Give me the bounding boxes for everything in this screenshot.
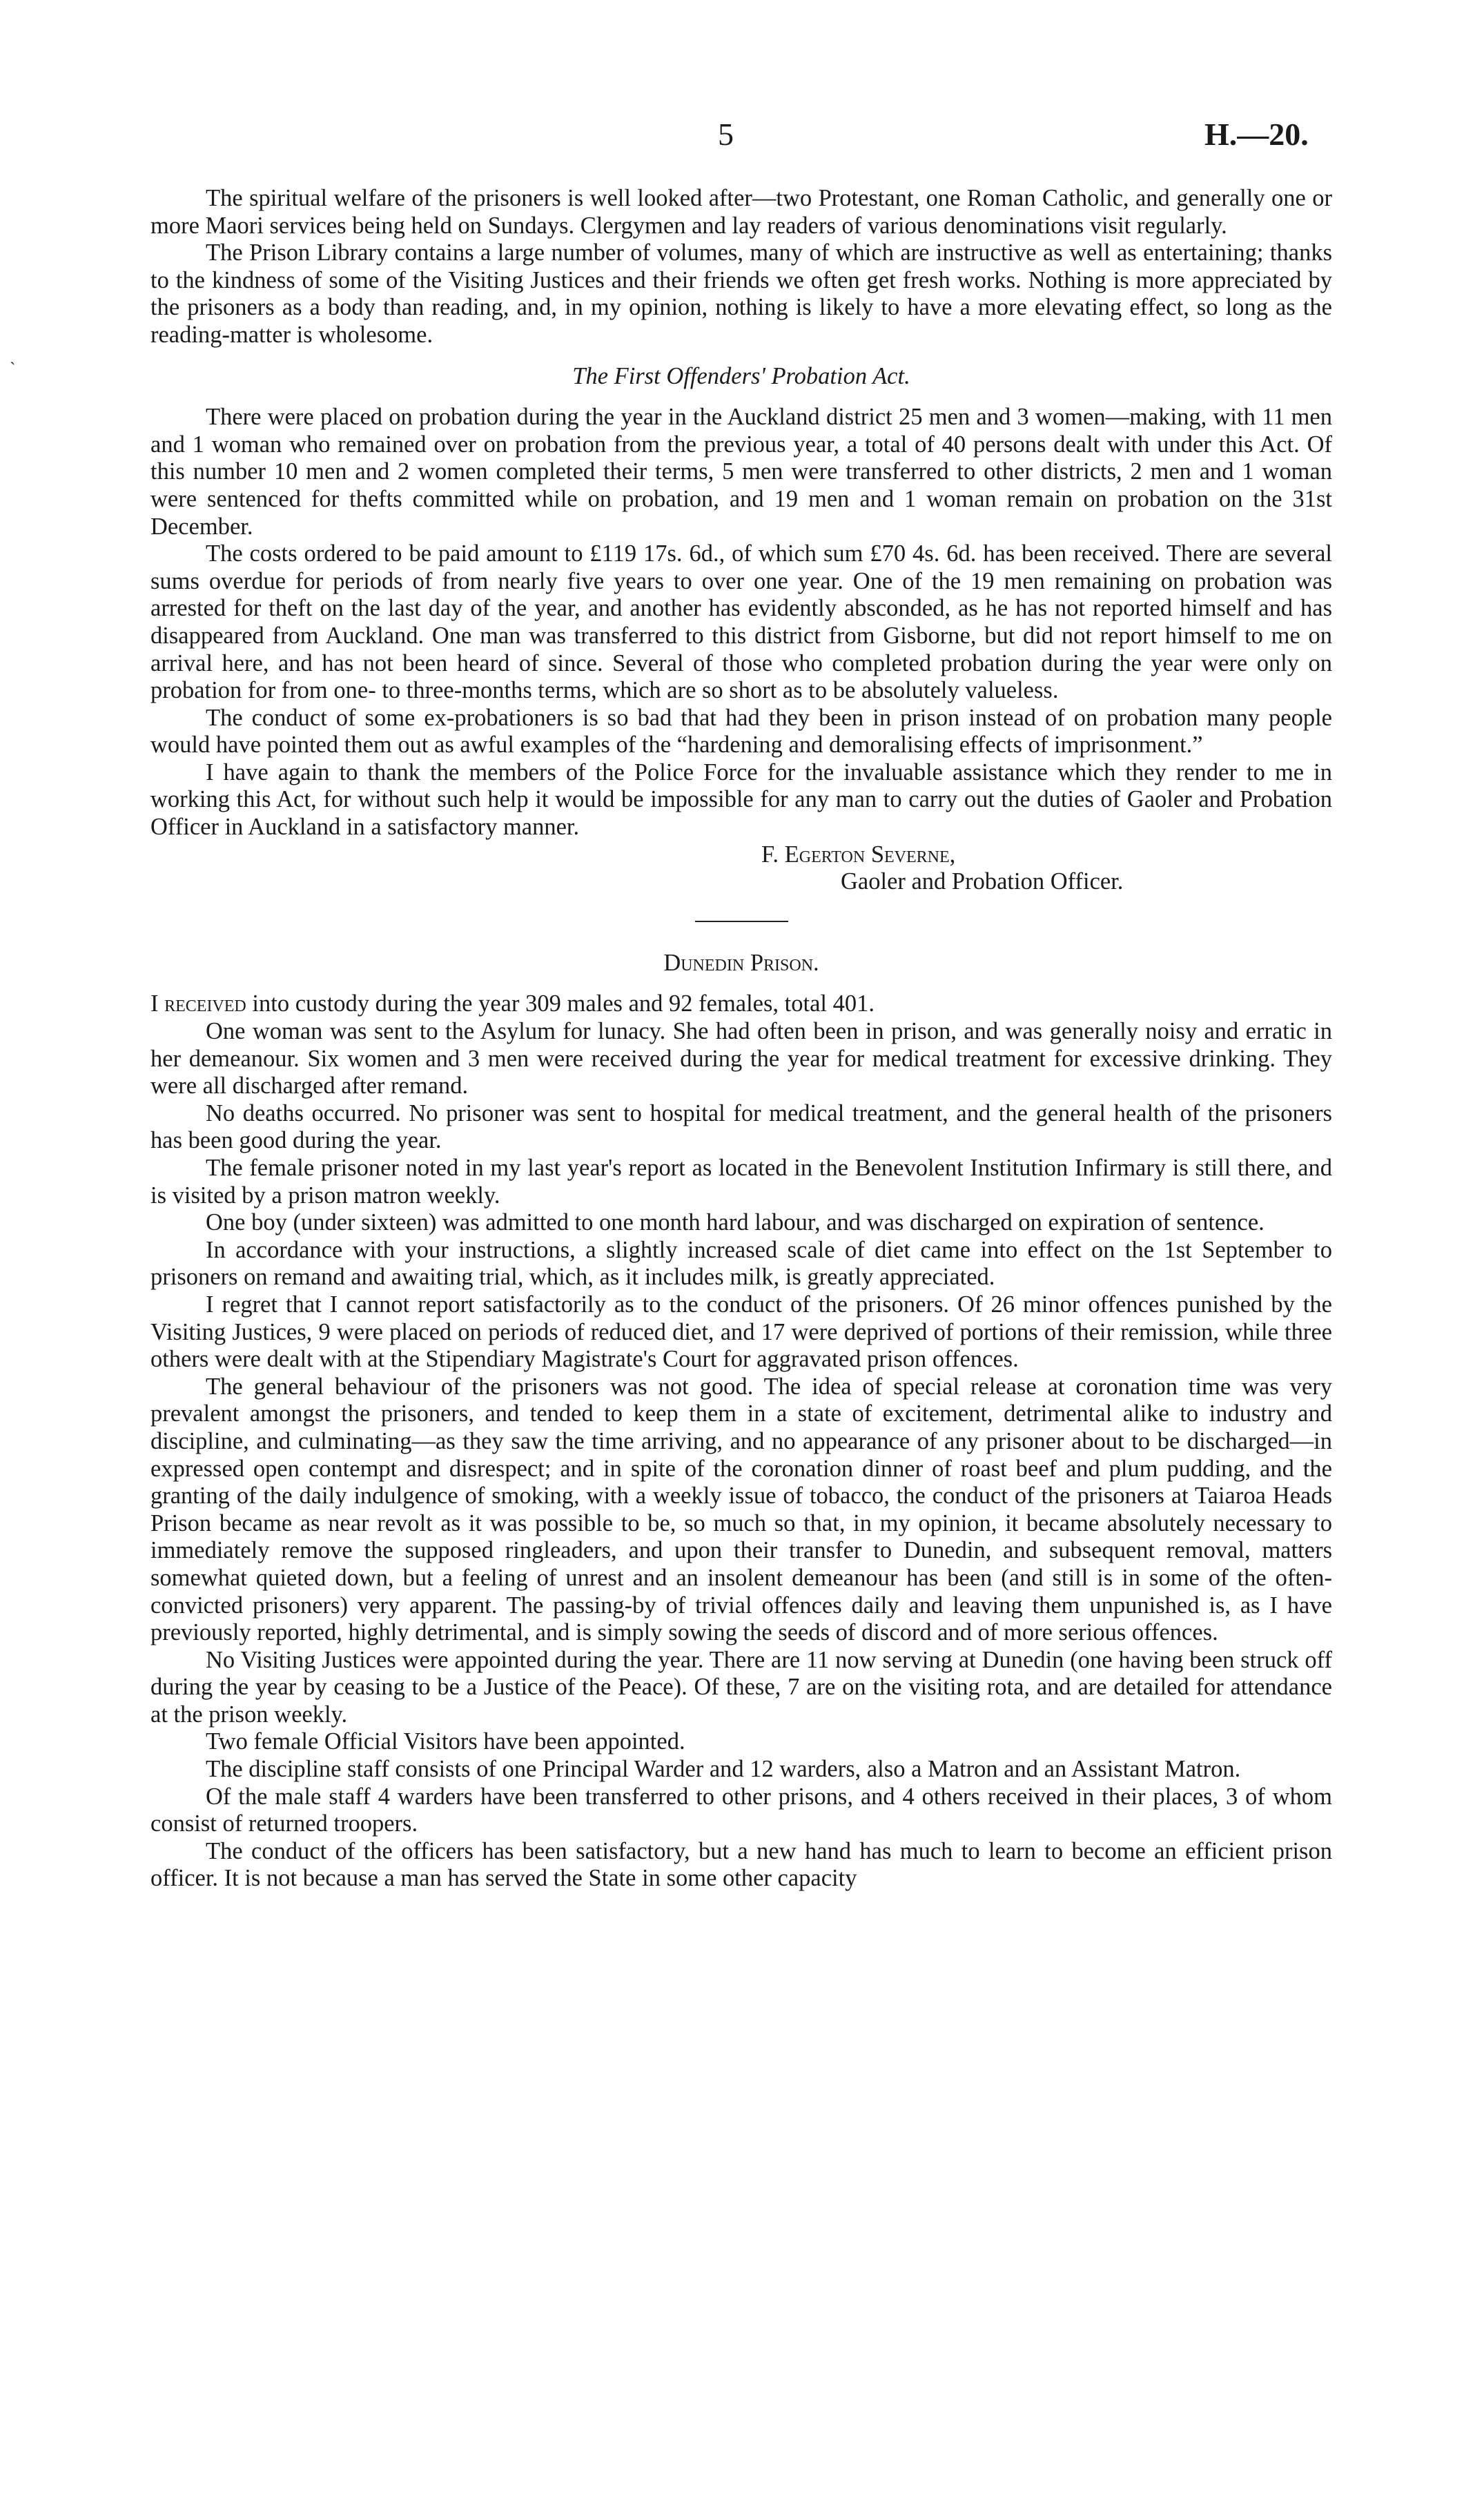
- document-reference: H.—20.: [1204, 117, 1309, 152]
- paragraph-officer-conduct: The conduct of the officers has been satisfactory, but a new hand has much to learn to become an efficient prison officer. It is not because a man has served the State in some other capacity: [150, 1837, 1332, 1892]
- paragraph-prisoner-conduct: I regret that I cannot report satisfactorily as to the conduct of the prisoners. Of 26 minor offences punished by the Visiting Justices, 9 were placed on periods of reduced diet, and 17 were deprived of portions of their remission, while three others were dealt with at the Stipendiary Magistrate's Court for aggravated prison offences.: [150, 1291, 1332, 1373]
- dunedin-prison-heading: Dunedin Prison.: [663, 949, 819, 976]
- signature-title: Gaoler and Probation Officer.: [841, 868, 1124, 895]
- paragraph-diet: In accordance with your instructions, a slightly increased scale of diet came into effect on the 1st September to prisoners on remand and awaiting trial, which, as it includes milk, is greatly appreciated.: [150, 1236, 1332, 1291]
- probation-act-heading: The First Offenders' Probation Act.: [572, 362, 910, 389]
- paragraph-police-thanks: I have again to thank the members of the Police Force for the invaluable assistance which they render to me in working this Act, for without such help it would be impossible for any man to carry out the duties of Gaoler and Probation Officer in Auckland in a satisfactory manner.: [150, 759, 1332, 841]
- paragraph-discipline-staff: The discipline staff consists of one Principal Warder and 12 warders, also a Matron and an Assistant Matron.: [206, 1756, 1241, 1783]
- paragraph-probation-costs: The costs ordered to be paid amount to £119 17s. 6d., of which sum £70 4s. 6d. has been received. There are several sums overdue for periods of from nearly five years to over one year. One of the 19 men remaining on probation was arrested for theft on the last day of the year, and another has evidently absconded, as he has not reported himself and has disappeared from Auckland. One man was transferred to this district from Gisborne, but did not report himself to me on arrival here, and has not been heard of since. Several of those who completed probation during the year were only on probation for from one- to three-months terms, which are so short as to be absolutely valueless.: [150, 540, 1332, 704]
- margin-mark: `: [10, 359, 16, 379]
- paragraph-dunedin-custody-text: into custody during the year 309 males and 92 females, total 401.: [246, 990, 875, 1017]
- paragraph-general-behaviour: The general behaviour of the prisoners was not good. The idea of special release at coronation time was very prevalent amongst the prisoners, and tended to keep them in a state of excitement, detrimental alike to industry and discipline, and culminating—as they saw the time arriving, and no appearance of any prisoner about to be discharged—in expressed open contempt and disrespect; and in spite of the coronation dinner of roast beef and plum pudding, and the granting of the daily indulgence of smoking, with a weekly issue of tobacco, the conduct of the prisoners at Taiaroa Heads Prison became as near revolt as it was possible to be, so much so that, in my opinion, it became absolutely necessary to immediately remove the supposed ringleaders, and upon their transfer to Dunedin, and subsequent removal, matters somewhat quieted down, but a feeling of unrest and an insolent demeanour has been (and still is in some of the often-convicted prisoners) very apparent. The passing-by of trivial offences daily and leaving them unpunished is, as I have previously reported, highly detrimental, and is simply sowing the seeds of discord and of more serious offences.: [150, 1373, 1332, 1646]
- page-number: 5: [718, 117, 734, 152]
- lead-word: I received: [150, 990, 246, 1017]
- paragraph-health: No deaths occurred. No prisoner was sent to hospital for medical treatment, and the general health of the prisoners has been good during the year.: [150, 1100, 1332, 1154]
- paragraph-prison-library: The Prison Library contains a large number of volumes, many of which are instructive as well as entertaining; thanks to the kindness of some of the Visiting Justices and their friends we often get fresh works. Nothing is more appreciated by the prisoners as a body than reading, and, in my opinion, nothing is likely to have a more elevating effect, so long as the reading-matter is wholesome.: [150, 240, 1332, 348]
- paragraph-probation-conduct: The conduct of some ex-probationers is so bad that had they been in prison instead of on probation many people would have pointed them out as awful examples of the “hardening and demoralising effects of imprisonment.”: [150, 704, 1332, 759]
- paragraph-spiritual-welfare: The spiritual welfare of the prisoners is well looked after—two Protestant, one Roman Catholic, and generally one or more Maori services being held on Sundays. Clergymen and lay readers of various denominations visit regularly.: [150, 185, 1332, 239]
- paragraph-boy-admitted: One boy (under sixteen) was admitted to one month hard labour, and was discharged on expiration of sentence.: [206, 1209, 1265, 1236]
- paragraph-dunedin-custody: [150, 990, 1332, 1018]
- section-divider: [695, 921, 788, 922]
- signature-name: F. Egerton Severne,: [761, 841, 956, 868]
- body-text: [150, 185, 1332, 1893]
- paragraph-official-visitors: Two female Official Visitors have been appointed.: [206, 1728, 685, 1755]
- paragraph-benevolent-institution: The female prisoner noted in my last year's report as located in the Benevolent Institution Infirmary is still there, and is visited by a prison matron weekly.: [150, 1155, 1332, 1209]
- paragraph-male-staff: Of the male staff 4 warders have been transferred to other prisons, and 4 others received in their places, 3 of whom consist of returned troopers.: [150, 1783, 1332, 1837]
- paragraph-asylum: One woman was sent to the Asylum for lunacy. She had often been in prison, and was generally noisy and erratic in her demeanour. Six women and 3 men were received during the year for medical treatment for excessive drinking. They were all discharged after remand.: [150, 1018, 1332, 1100]
- paragraph-visiting-justices: No Visiting Justices were appointed during the year. There are 11 now serving at Dunedin (one having been struck off during the year by ceasing to be a Justice of the Peace). Of these, 7 are on the visiting rota, and are detailed for attendance at the prison weekly.: [150, 1646, 1332, 1728]
- paragraph-probation-totals: There were placed on probation during the year in the Auckland district 25 men and 3 women—making, with 11 men and 1 woman who remained over on probation from the previous year, a total of 40 persons dealt with under this Act. Of this number 10 men and 2 women completed their terms, 5 men were transferred to other districts, 2 men and 1 woman were sentenced for thefts committed while on probation, and 19 men and 1 woman remain on probation on the 31st December.: [150, 404, 1332, 540]
